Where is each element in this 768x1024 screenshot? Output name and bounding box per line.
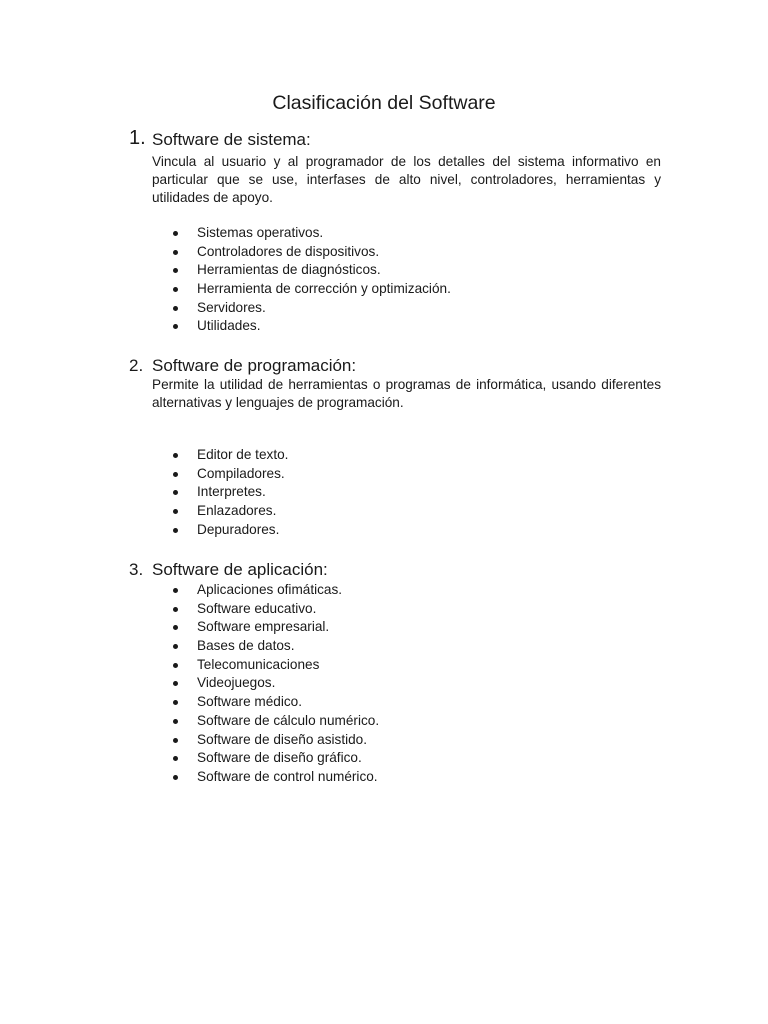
list-item [0,637,768,656]
list-item [0,299,768,318]
list-item-text: Software médico. [197,694,303,710]
bullet-icon [173,287,178,292]
list-item [0,446,768,465]
list-item-text: Software de diseño asistido. [197,731,368,747]
bullet-icon [173,700,178,705]
list-item-text: Bases de datos. [197,638,295,654]
list-item [0,712,768,731]
bullet-list [0,224,768,336]
bullet-icon [173,472,178,477]
section-number: 3. [129,560,144,579]
bullet-icon [173,663,178,668]
bullet-icon [173,625,178,630]
list-item-text: Utilidades. [197,318,261,334]
list-item [0,693,768,712]
list-item-text: Herramienta de corrección y optimización. [197,281,451,297]
section-number: 2. [129,356,144,375]
list-item-text: Servidores. [197,299,266,315]
list-item [0,261,768,280]
list-item-text: Videojuegos. [197,675,276,691]
list-item [0,521,768,540]
bullet-icon [173,756,178,761]
list-item [0,243,768,262]
section-heading [0,354,768,378]
bullet-icon [173,490,178,495]
list-item-text: Depuradores. [197,521,280,537]
list-item-text: Software de diseño gráfico. [197,750,362,766]
bullet-icon [173,607,178,612]
bullet-icon [173,453,178,458]
list-item [0,618,768,637]
list-item-text: Controladores de dispositivos. [197,243,380,259]
section-title: Software de aplicación: [152,560,328,579]
list-item-text: Enlazadores. [197,503,277,519]
bullet-icon [173,775,178,780]
section-description: Permite la utilidad de herramientas o programas de informática, usando diferentes alternativas y lenguajes de programación. [152,377,661,410]
list-item-text: Software empresarial. [197,619,330,635]
list-item-text: Interpretes. [197,484,266,500]
list-item-text: Aplicaciones ofimáticas. [197,582,343,597]
bullet-icon [173,324,178,329]
bullet-icon [173,588,178,593]
section-number: 1. [129,127,146,149]
list-item [0,656,768,675]
list-item [0,483,768,502]
list-item-text: Editor de texto. [197,447,289,462]
bullet-icon [173,738,178,743]
bullet-list [0,581,768,787]
bullet-icon [173,268,178,273]
bullet-icon [173,509,178,514]
list-item [0,280,768,299]
list-item-text: Software de control numérico. [197,768,378,784]
list-item [0,768,768,787]
section-heading [0,128,768,152]
list-item [0,224,768,243]
list-item-text: Sistemas operativos. [197,225,324,240]
section-heading [0,558,768,582]
list-item [0,581,768,600]
bullet-icon [173,231,178,236]
list-item-text: Software educativo. [197,600,317,616]
list-item [0,674,768,693]
list-item [0,749,768,768]
bullet-list [0,446,768,539]
list-item-text: Compiladores. [197,465,285,481]
list-item [0,600,768,619]
section-title: Software de programación: [152,356,357,375]
list-item [0,317,768,336]
list-item-text: Telecomunicaciones [197,656,320,672]
bullet-icon [173,250,178,255]
bullet-icon [173,644,178,649]
list-item [0,502,768,521]
list-item [0,465,768,484]
section-description: Vincula al usuario y al programador de los detalles del sistema informativo en particular que se use, interfases de alto nivel, controladores, herramientas y utilidades de apoyo. [152,154,661,205]
section-title: Software de sistema: [152,130,311,149]
list-item-text: Herramientas de diagnósticos. [197,262,381,278]
list-item-text: Software de cálculo numérico. [197,712,380,728]
bullet-icon [173,681,178,686]
bullet-icon [173,719,178,724]
bullet-icon [173,528,178,533]
bullet-icon [173,306,178,311]
page-title: Clasificación del Software [272,92,496,114]
list-item [0,731,768,750]
